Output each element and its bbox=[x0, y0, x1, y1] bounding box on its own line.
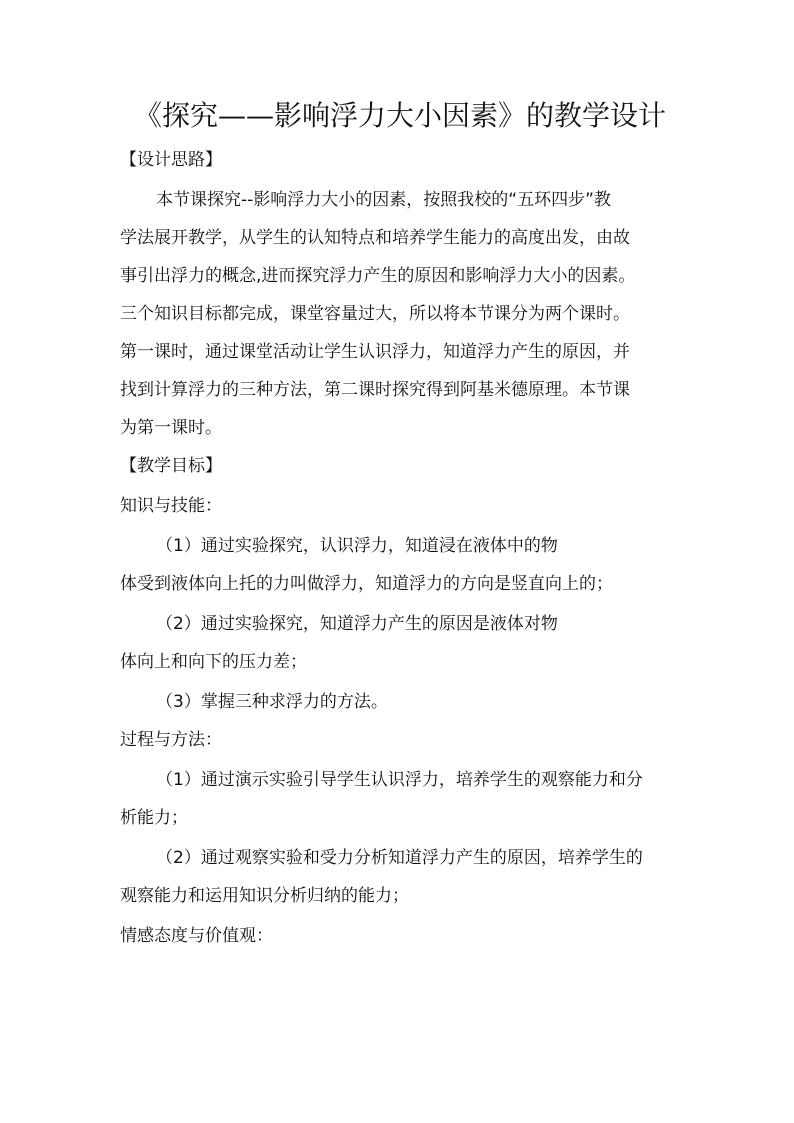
list-item-continuation: 体向上和向下的压力差； bbox=[120, 652, 307, 672]
paragraph-line: 为第一课时。 bbox=[120, 418, 222, 438]
list-item: （2）通过实验探究，知道浮力产生的原因是液体对物 bbox=[156, 614, 558, 634]
list-item-continuation: 观察能力和运用知识分析归纳的能力； bbox=[120, 886, 409, 906]
section-heading-design-idea: 【设计思路】 bbox=[120, 150, 222, 170]
list-item: （2）通过观察实验和受力分析知道浮力产生的原因，培养学生的 bbox=[156, 848, 643, 868]
document-title: 《探究——影响浮力大小因素》的教学设计 bbox=[133, 99, 666, 132]
section-heading-teaching-goals: 【教学目标】 bbox=[120, 456, 222, 476]
list-item-continuation: 体受到液体向上托的力叫做浮力，知道浮力的方向是竖直向上的； bbox=[120, 574, 613, 594]
paragraph-line: 学法展开教学，从学生的认知特点和培养学生能力的高度出发，由故 bbox=[120, 228, 630, 248]
list-item: （3）掌握三种求浮力的方法。 bbox=[156, 692, 388, 712]
paragraph-line: 第一课时，通过课堂活动让学生认识浮力，知道浮力产生的原因，并 bbox=[120, 342, 630, 362]
paragraph-line: 找到计算浮力的三种方法，第二课时探究得到阿基米德原理。本节课 bbox=[120, 380, 630, 400]
paragraph-line: 事引出浮力的概念,进而探究浮力产生的原因和影响浮力大小的因素。 bbox=[120, 266, 636, 286]
subheading-knowledge-skills: 知识与技能： bbox=[120, 496, 222, 516]
subheading-emotion-values: 情感态度与价值观： bbox=[120, 926, 273, 946]
list-item-continuation: 析能力； bbox=[120, 808, 188, 828]
subheading-process-methods: 过程与方法： bbox=[120, 730, 222, 750]
list-item: （1）通过实验探究，认识浮力，知道浸在液体中的物 bbox=[156, 536, 558, 556]
paragraph-line: 本节课探究--影响浮力大小的因素，按照我校的“五环四步”教 bbox=[156, 190, 611, 210]
list-item: （1）通过演示实验引导学生认识浮力，培养学生的观察能力和分 bbox=[156, 770, 643, 790]
paragraph-line: 三个知识目标都完成，课堂容量过大，所以将本节课分为两个课时。 bbox=[120, 304, 630, 324]
